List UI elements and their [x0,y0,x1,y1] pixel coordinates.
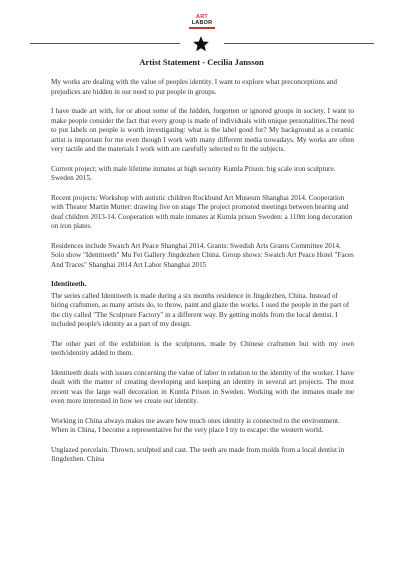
paragraph-working-in-china: Working in China always makes me aware how much ones identity is connected to the environment. When in China, I become a representative for the very place I try to escape: the western world. [51,416,340,434]
header-rule-right [224,43,374,44]
paragraph-identiteeth-series: The series called Identiteeth is made during a six months residence in Jingdezhen, China. Instead of hiring craftsmen, as many artists do, to throw, paint and glaze the works. I used the people in the part of the city called "The Sculpture Factory" in a different way. By getting molds from the local dentist. I included people's identity as a part of my design. [51,291,350,328]
paragraph-current-project: Current project: with male lifetime inmates at high security Kumla Prison: big scale iron sculpture. Sweden 2015. [51,164,336,182]
section-heading-identiteeth: Identiteeth. [51,280,87,288]
paragraph-recent-projects: Recent projects: Workshop with autistic children Rockbund Art Museum Shanghai 2014. Cooperation with Theater Martin Mutter: drawing live on stage The project promoted meetings between hearing and deaf children 2013-14. Cooperation with male inmates at Kumla prison Sweden: a 110m long decoration on iron plates. [51,193,353,230]
logo-underline [189,27,215,29]
star-icon [192,35,210,53]
paragraph-sculptures: The other part of the exhibition is the sculptures, made by Chinese craftsmen but with my own teeth/identity added to them. [51,339,354,357]
paragraph-background: I have made art with, for or about some of the hidden, forgotten or ignored groups in society. I want to make people consider the fact that every group is made of individuals with unique personalities.The need to put labels on people is worth investigating: what is the label good for? My background as a ceramic artist is important for me even though I work with many different media nowadays. My works are often very tactile and the materials I work with are carefully selected to fit the subjects. [51,107,354,153]
page-header [0,14,403,54]
paragraph-materials: Unglazed porcelain. Thrown, sculpted and cast. The teeth are made from molds from a local dentist in Jingdezhen. China [51,445,345,463]
paragraph-intro: My works are dealing with the value of peoples identity. I want to explore what preconceptions and prejudices are hidden in our need to put people in groups. [51,78,337,96]
paragraph-residences: Residences include Swatch Art Peace Shanghai 2014. Grants: Swedish Arts Grants Committee 2014. Solo show "Identiteeth" Mu Fei Gallery Jingdezhen China. Group shows: Swatch Art Peace Hotel "Faces And Traces" Shanghai 2014 Art Labor Shanghai 2015 [51,241,354,269]
art-labor-logo [185,14,219,29]
logo-line-art: ART [196,14,208,20]
paragraph-labor-identity: Identiteeth deals with issues concerning the value of labor in relation to the identity of the worker. I have dealt with the matter of creating developing and keeping an identity in several art projects. The most recent was the large wall decoration in Kumla Prison in Sweden. Working with the inmates made me even more interested in how we create our identity. [51,368,354,405]
document-body [51,78,354,475]
logo-line-labor: LABOR [191,20,213,26]
header-rule-left [30,43,180,44]
document-title: Artist Statement - Cecilia Jansson [139,57,264,67]
